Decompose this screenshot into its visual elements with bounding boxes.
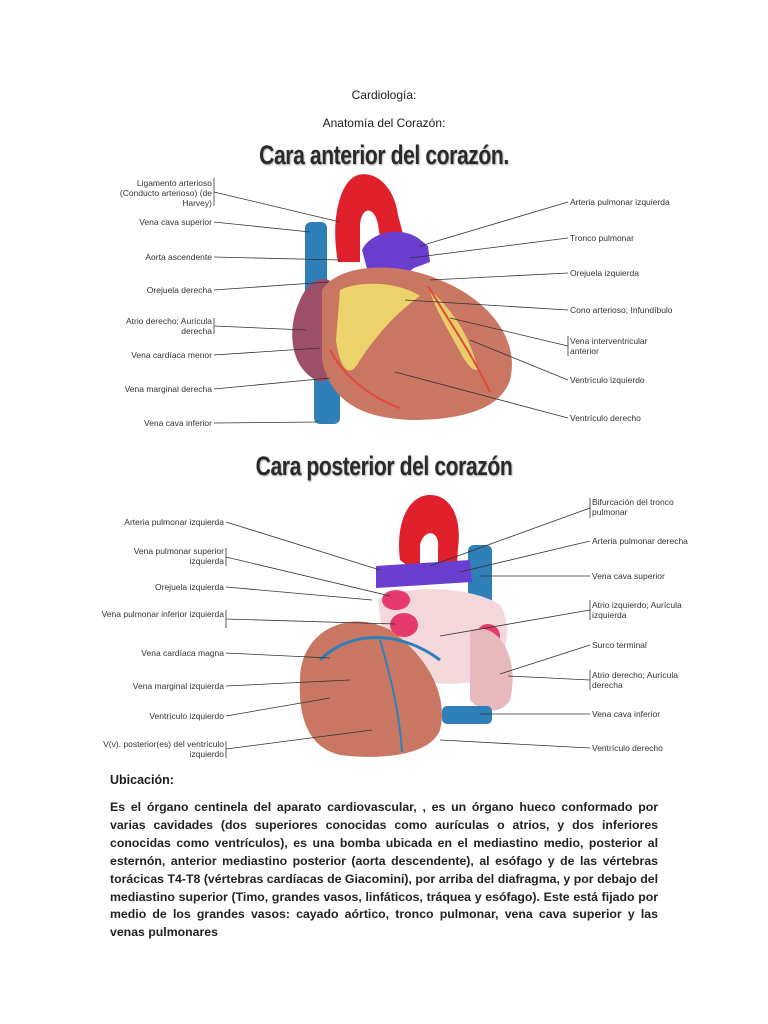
label-post-vena-cava-inferior: Vena cava inferior xyxy=(592,709,661,719)
section-heading-ubicacion: Ubicación: xyxy=(110,773,174,787)
label-post-arteria-pulmonar-izquierda: Arteria pulmonar izquierda xyxy=(124,517,224,527)
label-vena-cardiaca-magna: Vena cardíaca magna xyxy=(141,648,224,658)
label-vena-pulmonar-superior-izquierda: Vena pulmonar superior izquierda xyxy=(133,546,224,566)
label-vena-interventricular-anterior: Vena interventricular anterior xyxy=(570,336,648,356)
label-post-atrio-derecho: Atrio derecho; Aurícula derecha xyxy=(592,670,678,690)
label-arteria-pulmonar-izquierda: Arteria pulmonar izquierda xyxy=(570,197,670,207)
label-atrio-izquierdo: Atrio izquierdo; Aurícula izquierda xyxy=(592,600,682,620)
label-tronco-pulmonar: Tronco pulmonar xyxy=(570,233,634,243)
label-atrio-derecho: Atrio derecho; Aurícula derecha xyxy=(126,316,212,336)
label-ligamento-arterioso: Ligamento arterioso (Conducto arterioso) (de Harvey) xyxy=(119,178,212,208)
label-surco-terminal: Surco terminal xyxy=(592,640,647,650)
label-venas-posteriores-ventriculo-izquierdo: V(v). posterior(es) del ventrículo izquierdo xyxy=(103,739,224,759)
pulmonary-arteries-shape xyxy=(376,560,472,588)
label-post-ventriculo-izquierdo: Ventrículo izquierdo xyxy=(149,711,224,721)
label-vena-marginal-derecha: Vena marginal derecha xyxy=(124,384,212,394)
label-orejuela-derecha: Orejuela derecha xyxy=(146,285,212,295)
document-title: Cardiología: xyxy=(351,88,417,102)
label-vena-cava-superior: Vena cava superior xyxy=(139,217,212,227)
label-post-ventriculo-derecho: Ventrículo derecho xyxy=(592,743,663,753)
document-subtitle: Anatomía del Corazón: xyxy=(322,116,446,130)
label-arteria-pulmonar-derecha: Arteria pulmonar derecha xyxy=(592,536,688,546)
label-vena-cardiaca-menor: Vena cardíaca menor xyxy=(131,350,212,360)
label-post-orejuela-izquierda: Orejuela izquierda xyxy=(155,582,224,592)
label-vena-cava-inferior: Vena cava inferior xyxy=(143,418,212,428)
posterior-ivc-shape xyxy=(442,706,492,724)
label-bifurcacion-tronco-pulmonar: Bifurcación del tronco pulmonar xyxy=(592,497,674,517)
pulmonary-vein-superior-shape xyxy=(382,590,410,610)
anterior-figure-title: Cara anterior del corazón. xyxy=(259,140,509,170)
section-paragraph-ubicacion: Es el órgano centinela del aparato cardiovascular, , es un órgano hueco conformado por varias cavidades (dos superiores conocidas como aurículas o atrios, y dos inferiores conocidas como ventrículos), es una bomba ubicada en el mediastino medio, posterior al esternón, anterior mediastino posterior (aorta descendente), al esófago y de las vértebras torácicas T4-T8 (vértebras cardíacas de Giacomini), por arriba del diafragma, y por debajo del mediastino superior (Timo, grandes vasos, linfáticos, tráquea y esófago). Este está fijado por medio de los grandes vasos: cayado aórtico, tronco pulmonar, vena cava superior y las venas pulmonares xyxy=(110,800,658,940)
label-cono-arterioso: Cono arterioso; Infundíbulo xyxy=(570,305,673,315)
label-aorta-ascendente: Aorta ascendente xyxy=(145,252,212,262)
label-ventriculo-derecho: Ventrículo derecho xyxy=(570,413,641,423)
label-ventriculo-izquierdo: Ventrículo izquierdo xyxy=(570,375,645,385)
label-vena-marginal-izquierda: Vena marginal izquierda xyxy=(132,681,224,691)
label-orejuela-izquierda: Orejuela izquierda xyxy=(570,268,639,278)
label-vena-pulmonar-inferior-izquierda: Vena pulmonar inferior izquierda xyxy=(101,609,224,619)
label-post-vena-cava-superior: Vena cava superior xyxy=(592,571,665,581)
posterior-figure-title: Cara posterior del corazón xyxy=(255,451,513,481)
